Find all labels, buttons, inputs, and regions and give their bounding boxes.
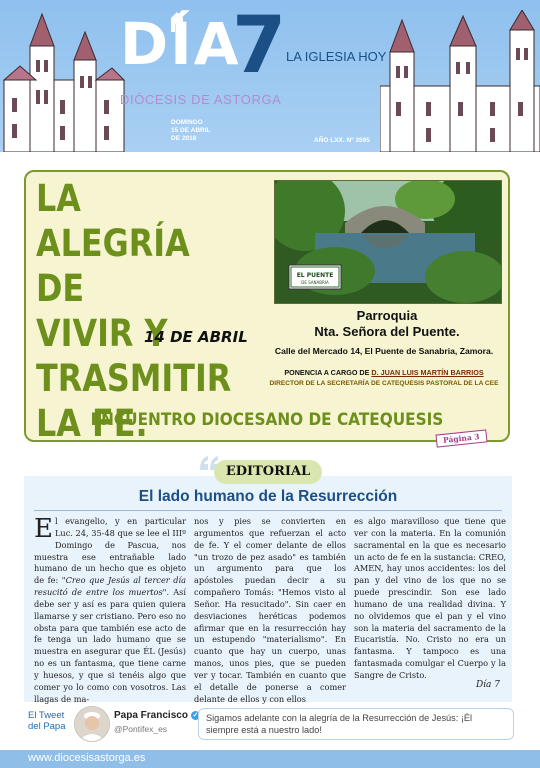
website-link[interactable]: www.diocesisastorga.es	[28, 752, 146, 764]
event-feature-box	[24, 170, 510, 445]
editorial-text: . Así debe ser y así es para quien quiera llamarse y ser cristiano. Pero eso no obsta para que también ese acto de fe tenga un lado humano que se muestra en asegurar que ÉL (Jesús) no es un fantasma, que tiene carne y huesos, y que si tenéis algo que comer yo lo como con vosotros. Las llagas de ma-	[34, 587, 186, 704]
tweet-author-name: Papa Francisco	[114, 710, 188, 721]
masthead-number: 7	[232, 1, 287, 91]
event-address: Calle del Mercado 14, El Puente de Sanabria, Zamora.	[274, 346, 494, 356]
meeting-title: ENCUENTRO DIOCESANO DE CATEQUESIS	[90, 410, 444, 430]
drop-cap: E	[34, 514, 53, 544]
feature-title-line: TRASMITIR	[36, 357, 232, 400]
editorial-column-2: nos y pies se convierten en argumentos que refuerzan el acto de fe. Y el comer delante de ellos "un trozo de pez asado" es también un argumento para que los apóstoles puedan decir a su compañero Tomás: "Hemos visto al Señor. Ha resucitado". Sin caer en desviaciones heréticas podemos afirmar que en la resurrección hay un estupendo "materialismo". En cuanto que hay un cuerpo, unas manos, unos pies, que se pueden ver y tocar. También en cuanto que el detalle de ponerse a comer delante de ellos y con ellos	[194, 516, 346, 704]
editorial-column-1	[34, 516, 186, 706]
event-date: 14 DE ABRIL	[144, 328, 248, 346]
issue-date	[171, 119, 211, 143]
issue-date-line: 15 DE ABRIL	[171, 127, 211, 134]
tweet-author	[114, 710, 200, 721]
bridge-photo	[274, 180, 502, 304]
issue-number: AÑO LXX. Nº 3595	[314, 137, 370, 144]
cathedral-illustration-right	[380, 10, 540, 152]
avatar	[74, 706, 110, 742]
tweet-section-label-line: del Papa	[28, 721, 66, 732]
editorial-panel	[24, 476, 512, 702]
speaker-name: D. JUAN LUIS MARTÍN BARRIOS	[371, 368, 484, 377]
diocese-name: DIÓCESIS DE ASTORGA	[120, 92, 282, 107]
issue-date-line: DOMINGO	[171, 119, 203, 126]
parish-name-line: Nta. Señora del Puente.	[314, 324, 460, 339]
issue-date-line: DE 2018	[171, 135, 197, 142]
feature-title-line: LA FE.	[36, 402, 148, 445]
editorial-text: l evangelio, y en particular Luc. 24, 35-48 que se lee el IIIº Domingo de Pascua, nos muestra ese entrañable lado humano de un hecho que es objeto de fe:	[34, 516, 186, 586]
editorial-column-3: es algo maravilloso que tiene que ver con la materia. En la comunión sacramental en la que es necesario un acto de fe en la sustancia: CREO, AMEN, hay unos accidentes: los del pan y del vino de los que no se puede prescindir. Son ese lado humano de una realidad divina. Y no olvidemos que el pan y el vino son la materia del sacramento de la Eucaristía. No. Cristo no era un fantasma. Y tampoco es una fantasmada comulgar el Cuerpo y la Sangre de Cristo.	[354, 516, 506, 680]
divider	[34, 510, 502, 511]
tweet-section-label-line: El Tweet	[28, 710, 65, 721]
photo-sign-text: DE SANABRIA	[301, 280, 329, 285]
editorial-quote: "Creo que Jesús al tercer día resucitó de entre los muertos"	[34, 575, 186, 598]
editorial-label: EDITORIAL	[214, 460, 322, 484]
feature-title-line: LA ALEGRÍA DE	[36, 177, 190, 310]
photo-sign-text: EL PUENTE	[296, 272, 334, 279]
tweet-handle: @Pontifex_es	[114, 724, 168, 734]
feature-title-line: VIVIR Y	[36, 312, 168, 355]
masthead-banner	[0, 0, 540, 152]
footer-bar	[0, 750, 540, 768]
tweet-section-label	[28, 710, 66, 732]
speaker-prefix: PONENCIA A CARGO DE	[284, 368, 372, 377]
verified-icon: ✓	[192, 711, 199, 719]
parish-name-line: Parroquia	[356, 308, 418, 323]
speaker-line	[258, 368, 510, 377]
speaker-role: DIRECTOR DE LA SECRETARÍA DE CATEQUESIS PASTORAL DE LA CEE	[269, 380, 499, 387]
masthead-subtitle: LA IGLESIA HOY	[286, 49, 387, 64]
tweet-text: Sigamos adelante con la alegría de la Resurrección de Jesús: ¡Él siempre está a nuestro lado!	[198, 708, 514, 740]
page-reference-tag: Página 3	[435, 429, 487, 447]
feature-title	[36, 176, 242, 446]
editorial-headline: El lado humano de la Resurrección	[138, 488, 398, 505]
editorial-signature: Día 7	[475, 680, 500, 690]
parish-name	[274, 308, 500, 340]
cathedral-illustration-left	[0, 10, 130, 152]
masthead-title: DÍA	[120, 10, 241, 78]
